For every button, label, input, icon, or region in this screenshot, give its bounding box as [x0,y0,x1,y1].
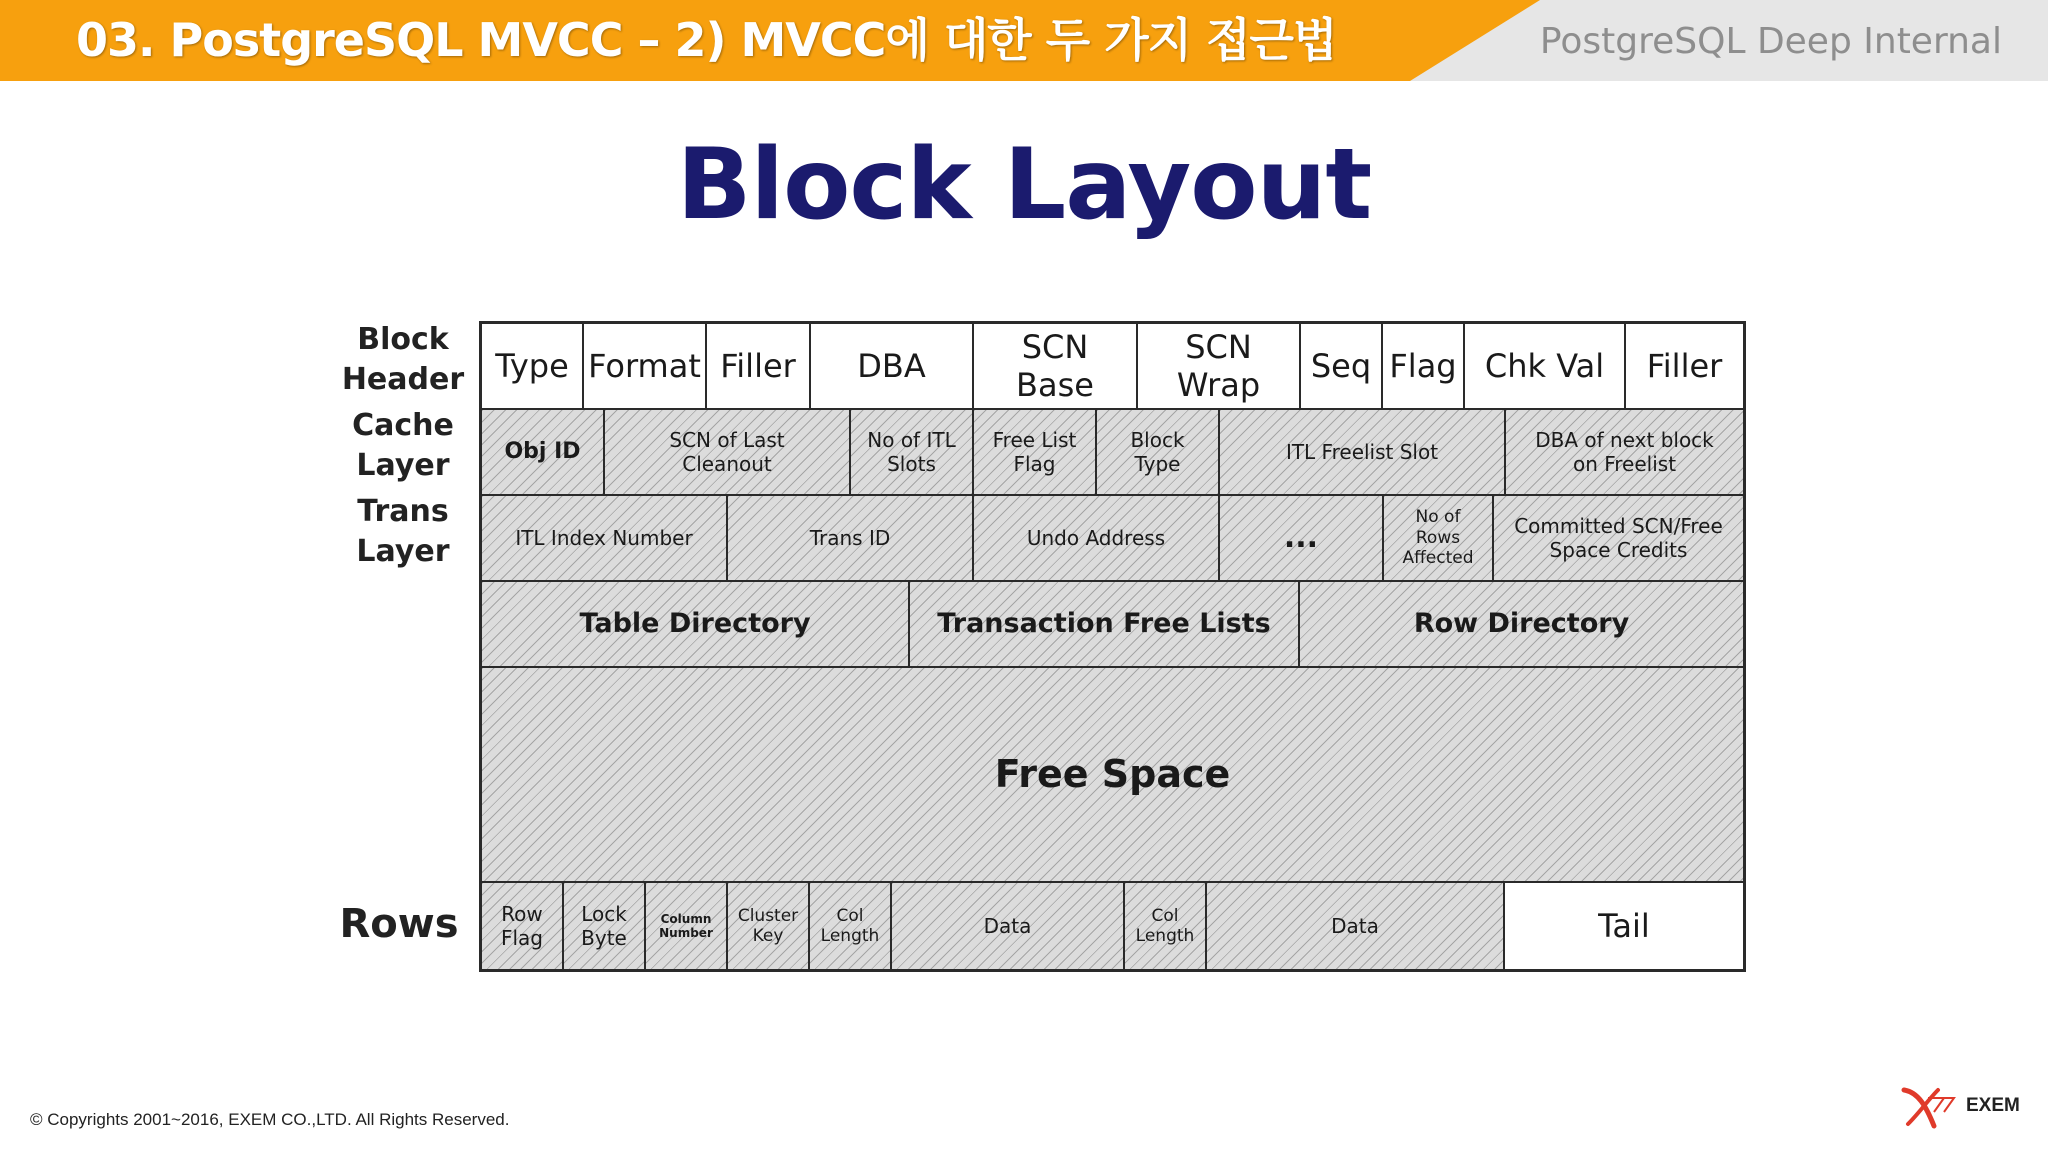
header-cell: Type [482,324,584,410]
row-label-line: Cache [352,408,454,443]
row-label-block-header [333,320,473,400]
header-cell: Seq [1301,324,1383,410]
trans-cell: No of Rows Affected [1384,496,1494,582]
trans-cell: Undo Address [974,496,1220,582]
slide-title: 03. PostgreSQL MVCC – 2) MVCC에 대한 두 가지 접근법 [76,13,1337,67]
free-space-cell: Free Space [482,668,1743,883]
rows-cell: Tail [1505,883,1743,969]
trans-cell: ... [1220,496,1384,582]
rows-cell: Data [1207,883,1505,969]
rows-cell: Row Flag [482,883,564,969]
directory-cell: Table Directory [482,582,910,668]
cache-cell: DBA of next block on Freelist [1506,410,1743,496]
cache-cell: Block Type [1097,410,1220,496]
cache-cell: Obj ID [482,410,605,496]
rows-cell: Lock Byte [564,883,646,969]
deck-title: PostgreSQL Deep Internal [1539,21,2002,62]
row-label-line: Block [357,322,449,357]
cache-cell: No of ITL Slots [851,410,974,496]
rows-cell: Cluster Key [728,883,810,969]
directory-cell: Row Directory [1300,582,1743,668]
row-label-line: Trans [357,494,449,529]
trans-cell: Committed SCN/Free Space Credits [1494,496,1743,582]
header-cell: Filler [1626,324,1743,410]
copyright: © Copyrights 2001~2016, EXEM CO.,LTD. All Rights Reserved. [30,1110,510,1129]
exem-logo-text: EXEM [1966,1095,2020,1116]
row-label-line: Header [341,362,465,397]
block-layout-grid [479,321,1746,972]
trans-cell: ITL Index Number [482,496,728,582]
diagram-title: Block Layout [676,128,1372,242]
header-cell: Chk Val [1465,324,1626,410]
header-cell: Filler [707,324,811,410]
rows-cell: Column Number [646,883,728,969]
row-label-line: Layer [356,448,450,483]
row-label-rows: Rows [339,901,459,947]
cache-cell: SCN of Last Cleanout [605,410,851,496]
cache-cell: ITL Freelist Slot [1220,410,1506,496]
cache-cell: Free List Flag [974,410,1097,496]
row-label-trans-layer [333,492,473,572]
row-label-cache-layer [333,406,473,486]
directory-cell: Transaction Free Lists [910,582,1300,668]
rows-cell: Col Length [810,883,892,969]
header-cell: Format [584,324,707,410]
header-cell: Flag [1383,324,1465,410]
header-cell: SCN Base [974,324,1138,410]
header-cell: DBA [811,324,974,410]
rows-cell: Data [892,883,1125,969]
trans-cell: Trans ID [728,496,974,582]
row-label-line: Layer [356,534,450,569]
header-cell: SCN Wrap [1138,324,1301,410]
rows-cell: Col Length [1125,883,1207,969]
